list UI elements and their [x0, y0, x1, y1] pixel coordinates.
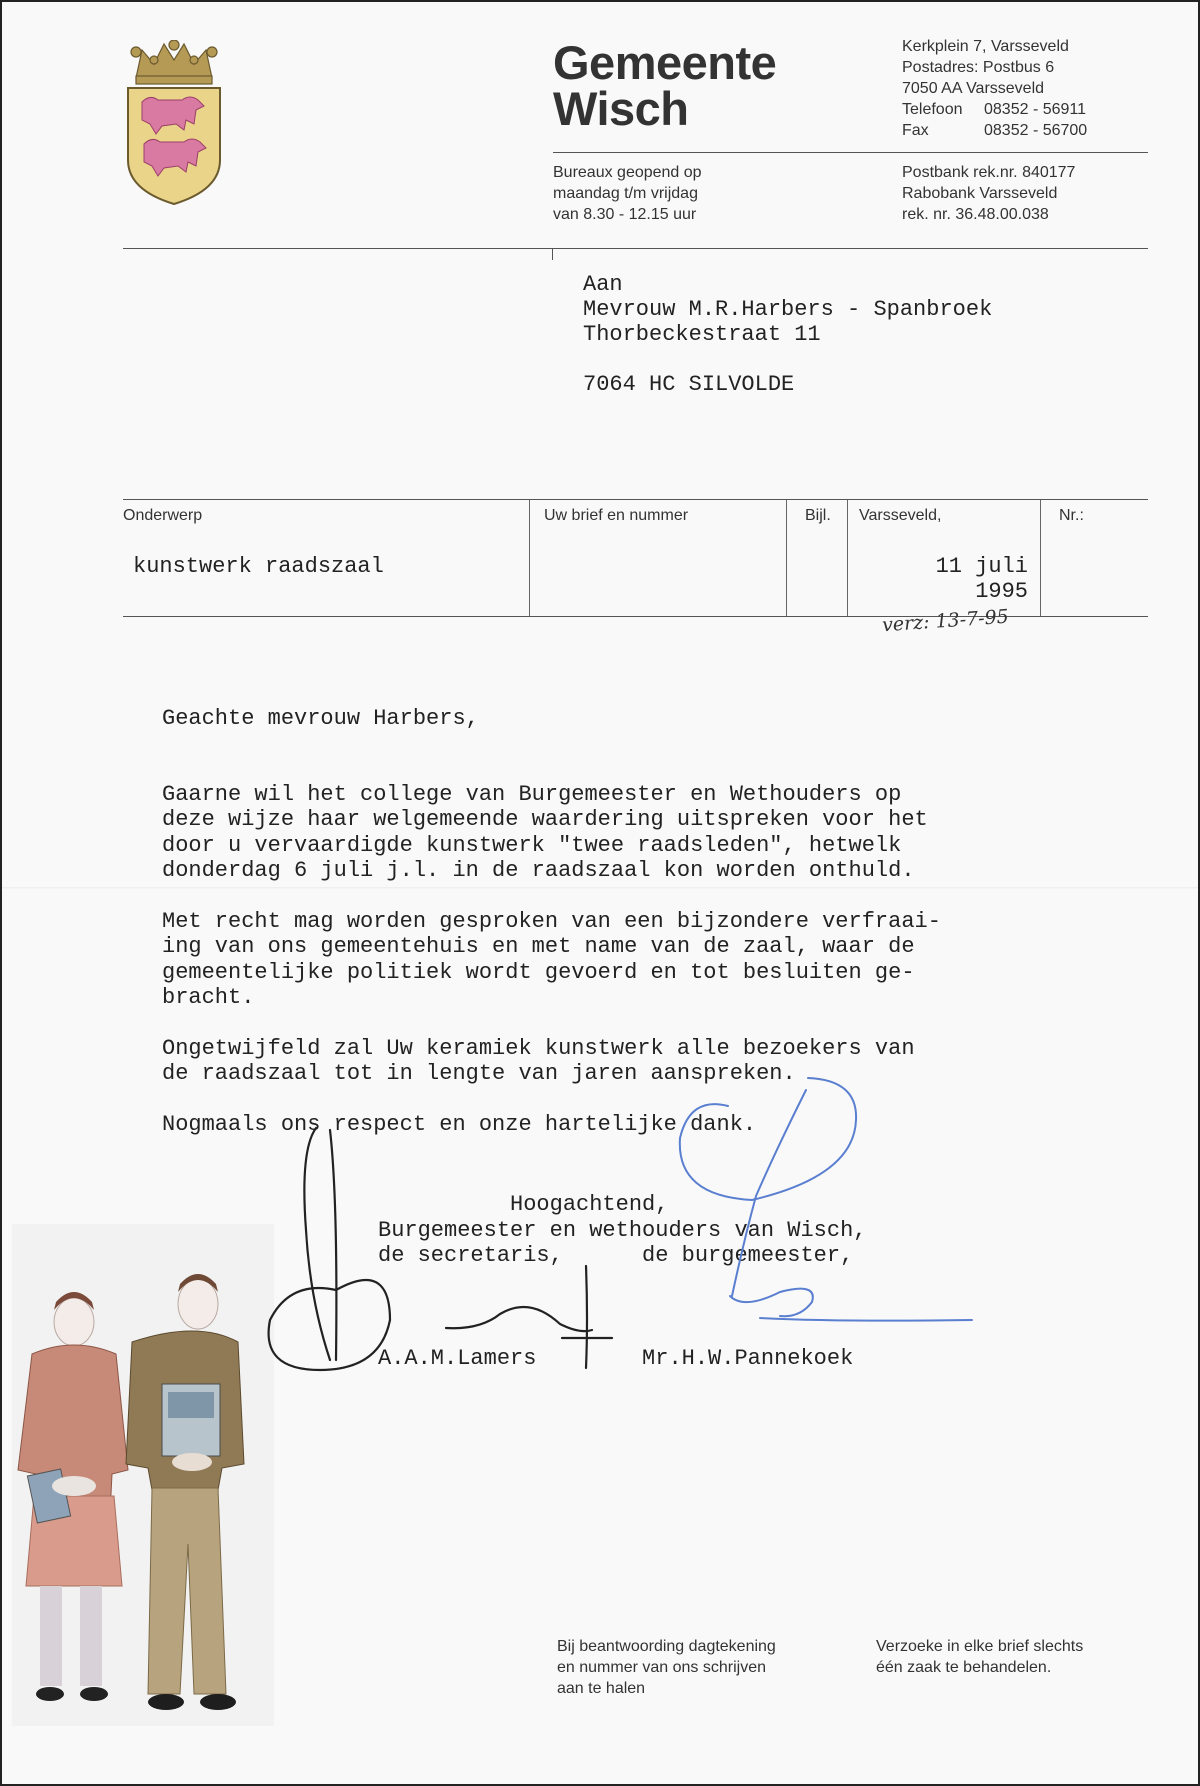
recipient-street: Thorbeckestraat 11: [583, 322, 821, 347]
attachments-label: Bijl.: [805, 507, 831, 524]
bank-line3: rek. nr. 36.48.00.038: [902, 206, 1049, 223]
contact-address: Kerkplein 7, Varsseveld: [902, 38, 1069, 55]
recipient-to: Aan: [583, 272, 623, 297]
paragraph-2: Met recht mag worden gesproken van een bijzondere verfraai- ing van ons gemeentehuis en met name van de zaal, waar de gemeentelijke politiek wordt gevoerd en tot besluiten ge- bracht.: [162, 908, 941, 1010]
phone-label: Telefoon: [902, 101, 963, 118]
hours-line2: maandag t/m vrijdag: [553, 185, 698, 202]
address-divider: [123, 248, 1148, 249]
closing-line1: Burgemeester en wethouders van Wisch,: [378, 1217, 867, 1243]
paragraph-3: Ongetwijfeld zal Uw keramiek kunstwerk alle bezoekers van de raadszaal tot in lengte van jaren aanspreken.: [162, 1035, 915, 1086]
header-divider: [553, 152, 1148, 153]
column-divider: [847, 500, 848, 616]
contact-phone: [902, 99, 1087, 120]
contact-block: [902, 36, 1087, 141]
date-day-month: 11 juli: [935, 554, 1028, 579]
number-label: Nr.:: [1059, 507, 1084, 524]
your-letter-label: Uw brief en nummer: [544, 507, 689, 524]
signatory-names: A.A.M.Lamers Mr.H.W.Pannekoek: [378, 1346, 854, 1371]
fax-value: 08352 - 56700: [984, 122, 1088, 139]
fax-label: Fax: [902, 122, 929, 139]
letter-body: [162, 706, 941, 1162]
subject-label: Onderwerp: [123, 507, 203, 524]
contact-postcode: 7050 AA Varsseveld: [902, 80, 1045, 97]
footer-request-note: [876, 1636, 1083, 1678]
bank-line1: Postbank rek.nr. 840177: [902, 164, 1076, 181]
footer-right-line1: Verzoeke in elke brief slechts: [876, 1638, 1084, 1655]
closing-line2: de secretaris, de burgemeester,: [378, 1243, 854, 1268]
letter-date: [898, 554, 1028, 604]
hours-line3: van 8.30 - 12.15 uur: [553, 206, 697, 223]
footer-right-line2: één zaak te behandelen.: [876, 1659, 1052, 1676]
bank-details: [902, 162, 1075, 225]
recipient-name: Mevrouw M.R.Harbers - Spanbroek: [583, 297, 993, 322]
footer-left-line1: Bij beantwoording dagtekening: [557, 1638, 776, 1655]
organization-name: [553, 36, 777, 135]
column-divider: [786, 500, 787, 616]
closing-block: [378, 1192, 866, 1269]
date-year: 1995: [975, 579, 1028, 604]
reference-table: [123, 499, 1148, 617]
place-label: Varsseveld,: [859, 507, 942, 524]
closing-greeting: Hoogachtend,: [378, 1192, 669, 1217]
footer-left-line3: aan te halen: [557, 1680, 646, 1697]
column-divider: [1040, 500, 1041, 616]
contact-postal: Postadres: Postbus 6: [902, 59, 1055, 76]
recipient-address: [583, 272, 992, 397]
org-name-line2: Wisch: [553, 82, 689, 135]
bank-line2: Rabobank Varsseveld: [902, 185, 1058, 202]
handwritten-received-note: verz: 13-7-95: [881, 605, 1010, 637]
divider-tick: [552, 248, 553, 260]
recipient-city: 7064 HC SILVOLDE: [583, 372, 795, 397]
subject-value: kunstwerk raadszaal: [133, 554, 384, 579]
paragraph-1: Gaarne wil het college van Burgemeester en Wethouders op deze wijze haar welgemeende waardering uitspreken voor het door u vervaardigde kunstwerk "twee raadsleden", hetwelk donderdag 6 juli j.l. in de raadszaal kon worden onthuld.: [162, 781, 928, 883]
footer-left-line2: en nummer van ons schrijven: [557, 1659, 766, 1676]
phone-value: 08352 - 56911: [984, 101, 1087, 118]
salutation: Geachte mevrouw Harbers,: [162, 706, 479, 731]
org-name-line1: Gemeente: [553, 36, 777, 89]
hours-line1: Bureaux geopend op: [553, 164, 702, 181]
coat-of-arms-icon: [124, 40, 224, 206]
artwork-photo: [12, 1224, 274, 1726]
contact-fax: [902, 120, 1087, 141]
paragraph-4: Nogmaals ons respect en onze hartelijke dank.: [162, 1111, 757, 1137]
opening-hours: [553, 162, 702, 225]
column-divider: [529, 500, 530, 616]
footer-reference-note: [557, 1636, 776, 1699]
